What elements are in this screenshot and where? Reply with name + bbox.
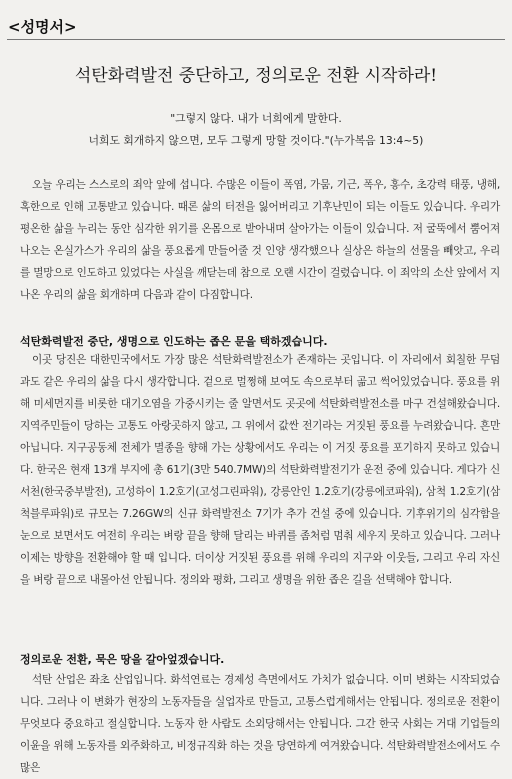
section-2-paragraph: 석탄 산업은 좌초 산업입니다. 화석연료는 경제성 측면에서도 가치가 없습니다. 이미 변화는 시작되었습니다. 그러나 이 변화가 현장의 노동자들을 실업자로 만들고, 고통스럽게해서는 안됩니다. 정의로운 전환이 무엇보다 중요하고 절실합니다. 노동자 한 사람도 소외당해서는 안됩니다. 그간 한국 사회는 거대 기업들의 이윤을 위해 노동자를 외주화하고, 비정규직화 하는 것을 당연하게 여겨왔습니다. 석탄화력발전소에서도 수많은 — [20, 674, 500, 774]
section-2-body-block — [20, 669, 500, 779]
quote-line-2: 너희도 회개하지 않으면, 모두 그렇게 망할 것이다."(누가복음 13:4~5) — [88, 134, 424, 147]
section-1-body-block — [20, 349, 500, 591]
document-title: 석탄화력발전 중단하고, 정의로운 전환 시작하라! — [74, 66, 438, 86]
header-divider — [7, 39, 505, 40]
intro-paragraph-block — [20, 174, 500, 306]
quote-line-1: "그렇지 않다. 내가 너희에게 말한다. — [170, 112, 342, 125]
section-1-paragraph: 이곳 당진은 대한민국에서도 가장 많은 석탄화력발전소가 존재하는 곳입니다. 이 자리에서 회칠한 무덤과도 같은 우리의 삶을 다시 생각합니다. 겉으로 멀쩡해 보여도 속으로부터 곪고 썩어있었습니다. 풍요를 위해 미세먼지를 비롯한 대기오염을 가중시키는 줄 알면서도 곳곳에 석탄화력발전소를 마구 건설해왔습니다. 지역주민들이 당하는 고통도 아랑곳하지 않고, 그 위에서 값싼 전기라는 거짓된 풍요를 누려왔습니다. 흔만 아닙니다. 지구공동체 전체가 멸종을 향해 가는 상황에서도 우리는 이 거짓 풍요를 포기하지 못하고 있습니다. 한국은 현재 13개 부지에 총 61기(3만 540.7MW)의 석탄화력발전기가 운전 중에 있습니다. 게다가 신서천(한국중부발전), 고성하이 1.2호기(고성그린파워), 강릉안인 1.2호기(강릉에코파워), 삼척 1.2호기(삼척블루파워)로 규모는 7.26GW의 신규 화력발전소 7기가 추가 건설 중에 있습니다. 기후위기의 심각함을 눈으로 보면서도 여전히 우리는 벼랑 끝을 향해 달리는 바퀴를 좀처럼 멈춰 세우지 못하고 있습니다. 그러나 이제는 방향을 전환해야 할 때 입니다. 더이상 거짓된 풍요를 위해 우리의 지구와 이웃들, 그리고 우리 자신을 벼랑 끝으로 내몰아선 안됩니다. 정의와 평화, 그리고 생명을 위한 좁은 길을 선택해야 합니다. — [20, 354, 500, 586]
document-label: <성명서> — [8, 18, 77, 36]
intro-paragraph: 오늘 우리는 스스로의 죄악 앞에 섭니다. 수많은 이들이 폭염, 가뭄, 기근, 폭우, 홍수, 초강력 태풍, 냉해, 혹한으로 인해 고통받고 있습니다. 때론 삶의 터전을 잃어버리고 기후난민이 되는 이들도 있습니다. 우리가 평온한 삶을 누리는 동안 심각한 위기를 온몸으로 받아내며 살아가는 이들이 있습니다. 저 굴뚝에서 뿜어져 나오는 온실가스가 우리의 삶을 풍요롭게 만들어줄 것 인양 생각했으나 실상은 하늘의 선물을 빼앗고, 우리를 멸망으로 인도하고 있었다는 사실을 깨닫는데 참으로 오랜 시간이 걸렸습니다. 이 죄악의 소산 앞에서 지나온 우리의 삶을 회개하며 다음과 같이 다짐합니다. — [20, 179, 500, 301]
scripture-quote — [0, 108, 512, 152]
section-2-heading: 정의로운 전환, 묵은 땅을 갈아엎겠습니다. — [20, 653, 225, 666]
section-1-heading: 석탄화력발전 중단, 생명으로 인도하는 좁은 문을 택하겠습니다. — [20, 335, 328, 348]
